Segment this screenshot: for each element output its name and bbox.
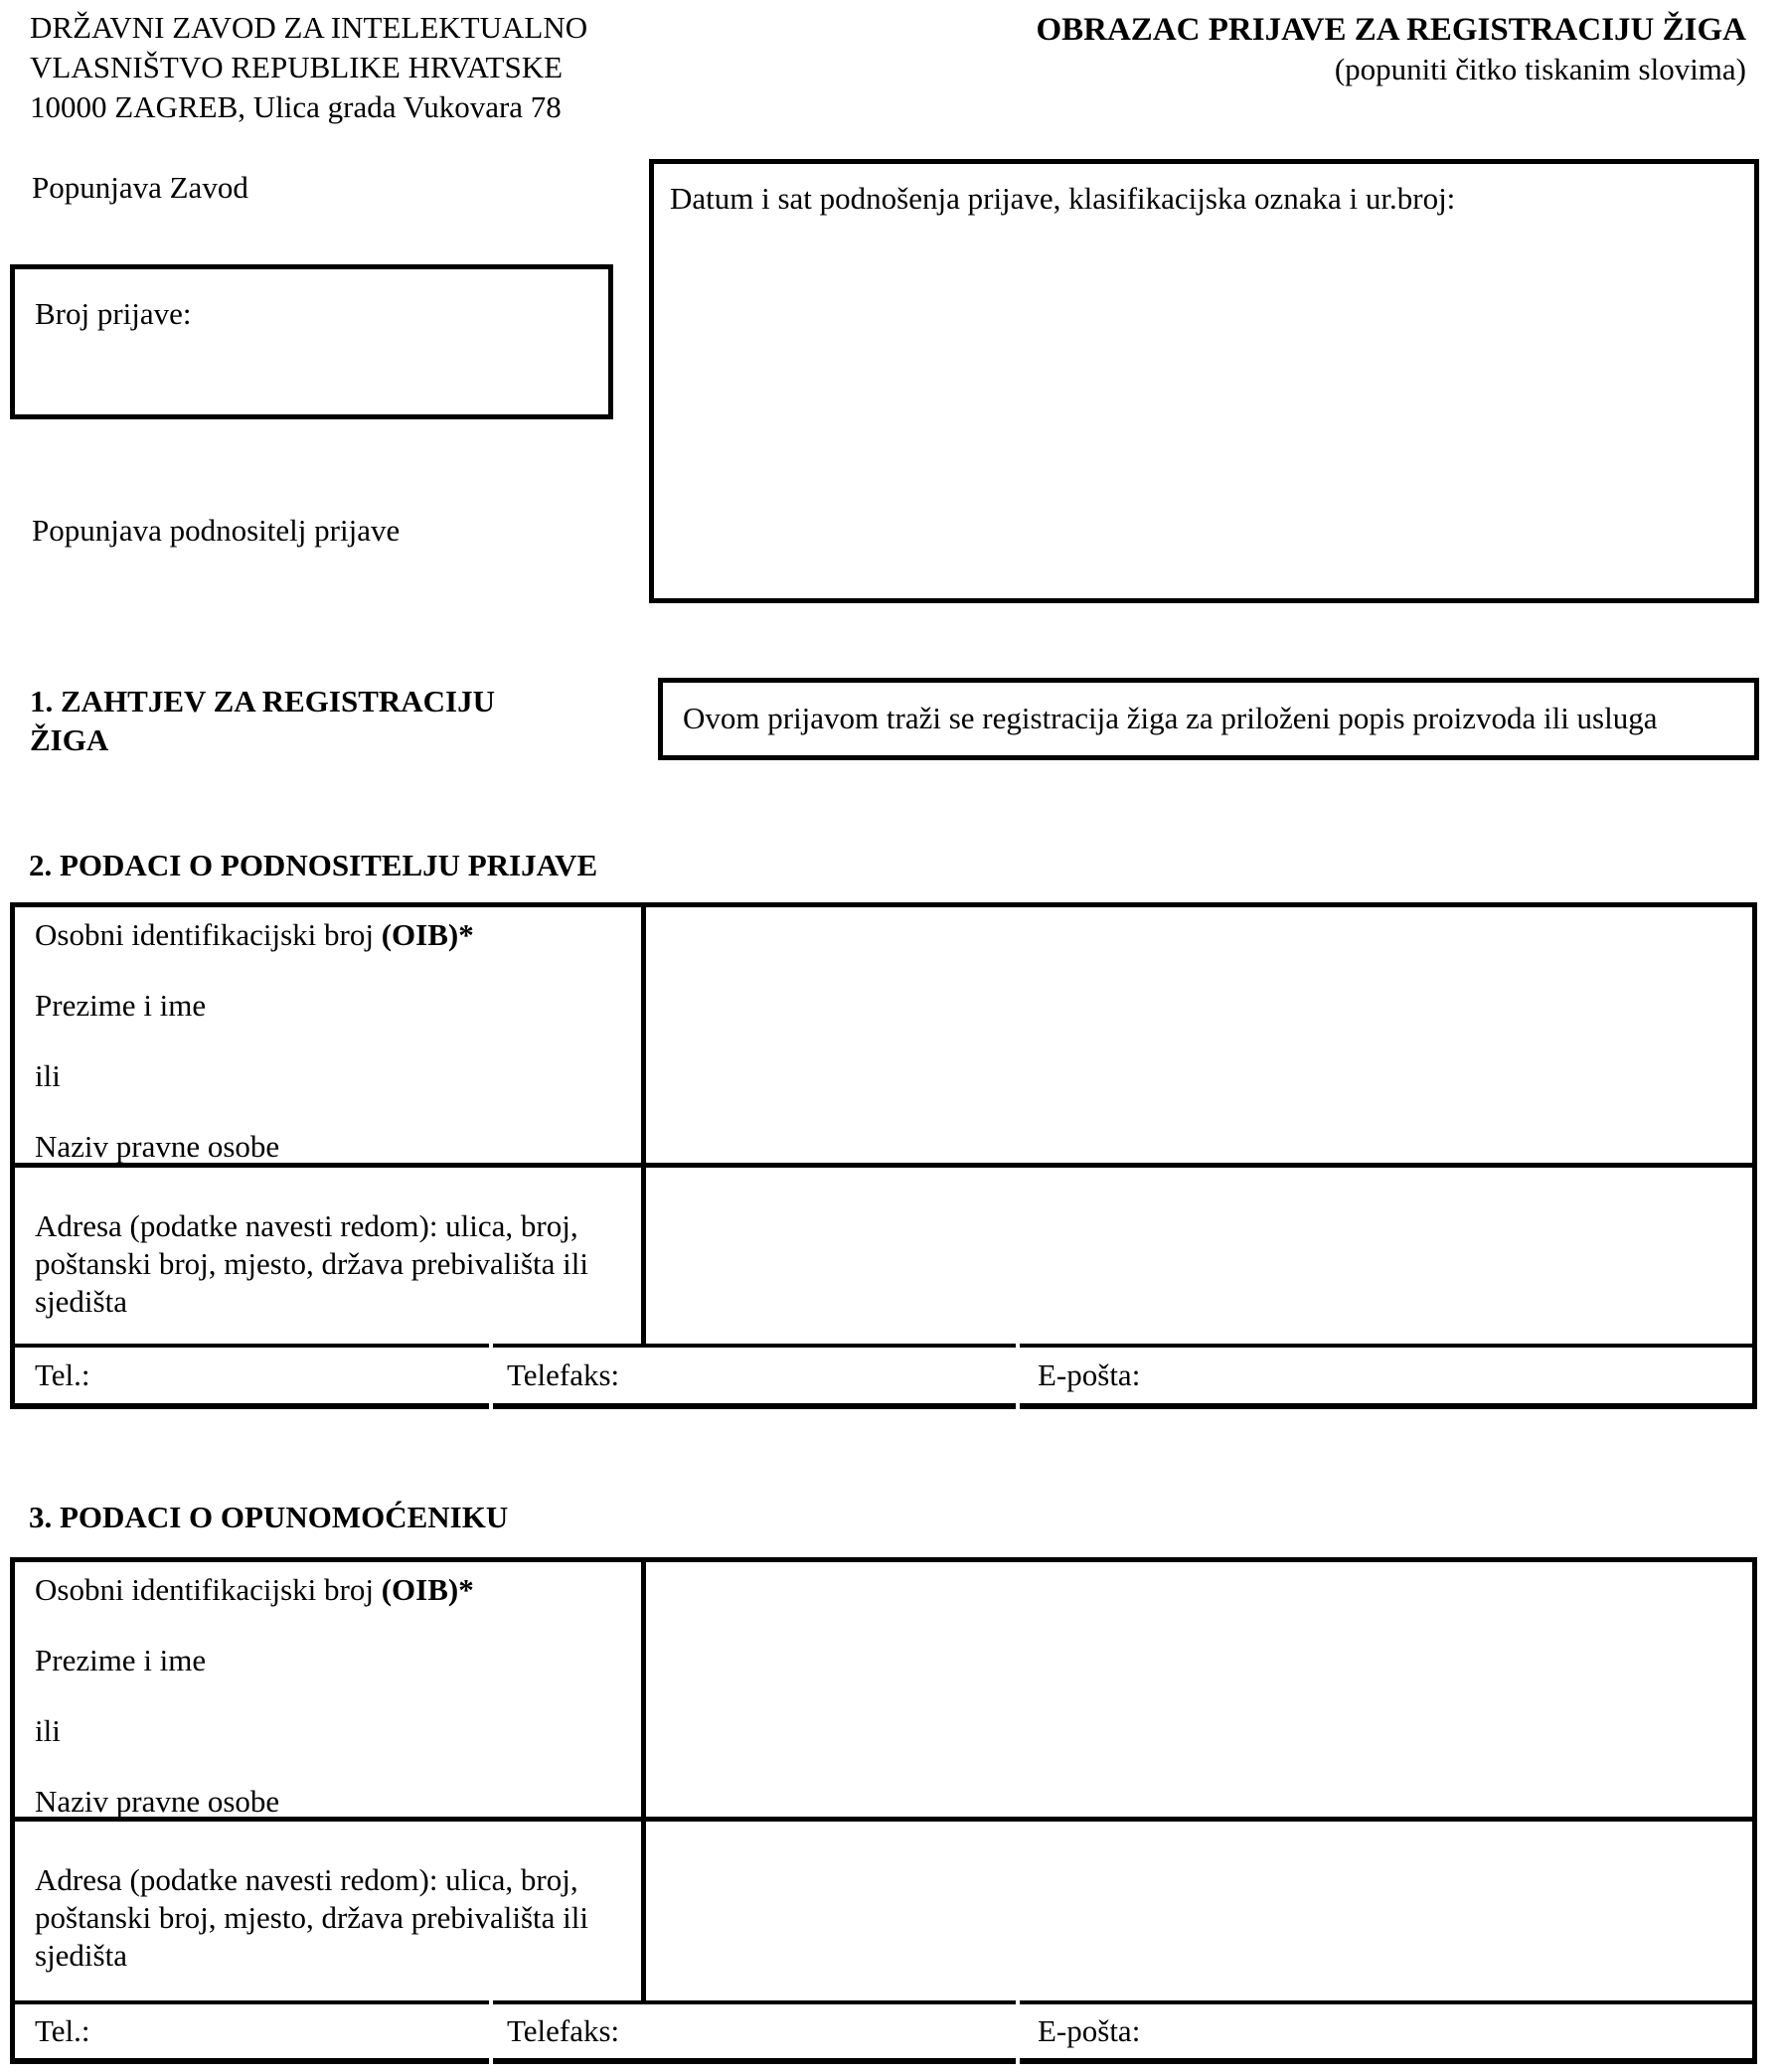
- office-address-line: 10000 ZAGREB, Ulica grada Vukovara 78: [30, 89, 562, 124]
- section2-applicant-table: [10, 902, 1757, 1409]
- section3-representative-table: [10, 1557, 1757, 2064]
- section1-heading: [30, 682, 495, 759]
- form-subtitle: (popuniti čitko tiskanim slovima): [1334, 52, 1746, 86]
- office-name-line1: DRŽAVNI ZAVOD ZA INTELEKTUALNO: [30, 10, 588, 45]
- section2-contact-row: [10, 1344, 1757, 1409]
- section3-heading: 3. PODACI O OPUNOMOĆENIKU: [29, 1500, 509, 1534]
- office-address-block: [30, 8, 587, 127]
- section2-fax-label: Telefaks:: [507, 1356, 620, 1392]
- section3-address-row: [10, 1817, 1757, 2000]
- form-title: OBRAZAC PRIJAVE ZA REGISTRACIJU ŽIGA: [1036, 12, 1746, 48]
- form-title-block: [1036, 10, 1746, 89]
- section2-oib-label: Osobni identifikacijski broj (OIB)*: [35, 917, 474, 952]
- section3-or-label: ili: [35, 1713, 61, 1748]
- filing-datetime-input-area[interactable]: [654, 234, 1754, 598]
- section1-statement: Ovom prijavom traži se registracija žiga za priloženi popis proizvoda ili usluga: [683, 701, 1658, 736]
- section2-email-label: E-pošta:: [1038, 1356, 1141, 1392]
- section2-identity-labels: [15, 907, 646, 1163]
- application-number-input-area[interactable]: [15, 339, 608, 414]
- section3-email-cell[interactable]: [1020, 2000, 1757, 2064]
- section3-fax-label: Telefaks:: [507, 2012, 620, 2048]
- section2-address-row: [10, 1163, 1757, 1344]
- section2-heading: 2. PODACI O PODNOSITELJU PRIJAVE: [29, 848, 598, 882]
- section2-legal-name-label: Naziv pravne osobe: [35, 1129, 280, 1164]
- application-number-label: Broj prijave:: [35, 296, 192, 331]
- section2-address-input-area[interactable]: [646, 1168, 1752, 1344]
- office-name-line2: VLASNIŠTVO REPUBLIKE HRVATSKE: [30, 50, 564, 84]
- section3-identity-labels: [15, 1562, 646, 1817]
- section3-tel-cell[interactable]: [10, 2000, 489, 2064]
- section2-address-label: Adresa (podatke navesti redom): ulica, broj, poštanski broj, mjesto, država prebivališta ili sjedišta: [15, 1168, 646, 1344]
- section3-address-input-area[interactable]: [646, 1822, 1752, 2000]
- section2-tel-label: Tel.:: [35, 1356, 90, 1392]
- section3-tel-label: Tel.:: [35, 2012, 90, 2048]
- section3-legal-name-label: Naziv pravne osobe: [35, 1784, 280, 1819]
- section3-address-label: Adresa (podatke navesti redom): ulica, broj, poštanski broj, mjesto, država prebivališta ili sjedišta: [15, 1822, 646, 2000]
- section3-oib-label: Osobni identifikacijski broj (OIB)*: [35, 1572, 474, 1607]
- section2-tel-cell[interactable]: [10, 1344, 489, 1409]
- filing-datetime-box: [649, 159, 1759, 603]
- section1-heading-line1: 1. ZAHTJEV ZA REGISTRACIJU: [30, 684, 495, 718]
- section2-fax-cell[interactable]: [493, 1344, 1016, 1409]
- section3-email-label: E-pošta:: [1038, 2012, 1141, 2048]
- application-number-box: [10, 264, 613, 419]
- section2-name-label: Prezime i ime: [35, 988, 207, 1023]
- office-fills-label: Popunjava Zavod: [32, 170, 248, 205]
- section2-identity-input-area[interactable]: [646, 907, 1752, 1163]
- section2-identity-row: [10, 902, 1757, 1163]
- section1-statement-box: [658, 678, 1759, 760]
- filing-datetime-label: Datum i sat podnošenja prijave, klasifikacijska oznaka i ur.broj:: [670, 181, 1456, 216]
- section2-email-cell[interactable]: [1020, 1344, 1757, 1409]
- section2-or-label: ili: [35, 1058, 61, 1093]
- section3-identity-input-area[interactable]: [646, 1562, 1752, 1817]
- section3-identity-row: [10, 1557, 1757, 1817]
- applicant-fills-label: Popunjava podnositelj prijave: [32, 513, 401, 548]
- section1-heading-line2: ŽIGA: [30, 722, 109, 757]
- section3-fax-cell[interactable]: [493, 2000, 1016, 2064]
- section3-contact-row: [10, 2000, 1757, 2064]
- section3-name-label: Prezime i ime: [35, 1643, 207, 1677]
